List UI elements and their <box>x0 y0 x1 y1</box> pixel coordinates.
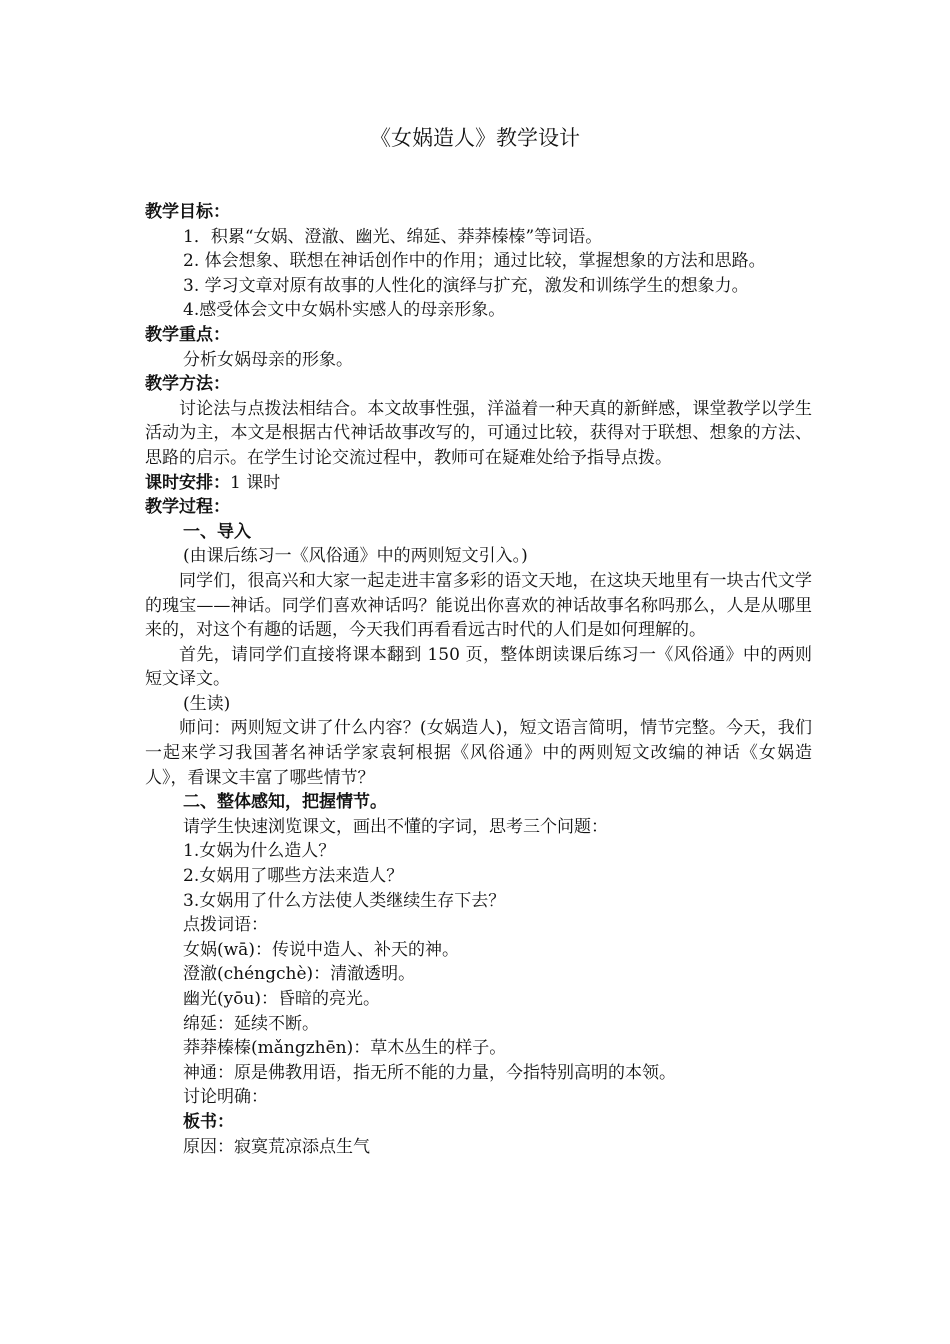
section1-paragraph: 师问：两则短文讲了什么内容？(女娲造人)，短文语言简明，情节完整。今天，我们一起来学习我国著名神话学家袁轲根据《风俗通》中的两则短文改编的神话《女娲造人》，看课文丰富了哪些情节？ <box>145 718 812 788</box>
goals-heading: 教学目标： <box>145 202 230 222</box>
process-heading: 教学过程： <box>145 497 230 518</box>
goal-item: 2. 体会想象、联想在神话创作中的作用；通过比较，掌握想象的方法和思路。 <box>183 251 766 272</box>
document-title: 《女娲造人》教学设计 <box>370 126 580 150</box>
section1-title: 一、导入 <box>183 521 251 542</box>
focus-text: 分析女娲母亲的形象。 <box>183 349 353 370</box>
question-item: 3.女娲用了什么方法使人类继续生存下去？ <box>183 890 506 911</box>
vocab-heading: 点拨词语： <box>183 915 268 936</box>
goal-item: 3. 学习文章对原有故事的人性化的演绎与扩充，激发和训练学生的想象力。 <box>183 275 749 296</box>
schedule-value: 1 课时 <box>230 472 281 493</box>
schedule-heading: 课时安排： <box>145 472 230 493</box>
section2-title: 二、整体感知，把握情节。 <box>183 792 387 813</box>
vocab-item: 幽光(yōu)：昏暗的亮光。 <box>183 989 381 1009</box>
board-line: 原因：寂寞荒凉添点生气 <box>183 1136 370 1157</box>
vocab-item: 莽莽榛榛(mǎngzhēn)：草木丛生的样子。 <box>183 1038 507 1059</box>
vocab-item: 神通：原是佛教用语，指无所不能的力量，今指特别高明的本领。 <box>183 1062 676 1083</box>
method-heading: 教学方法： <box>145 374 230 395</box>
section1-paragraph: 首先，请同学们直接将课本翻到 150 页，整体朗读课后练习一《风俗通》中的两则短文译文。 <box>145 644 812 690</box>
document-body <box>145 200 812 1159</box>
vocab-item: 绵延：延续不断。 <box>183 1013 319 1034</box>
vocab-item: 女娲(wā)：传说中造人、补天的神。 <box>183 939 459 960</box>
method-text: 讨论法与点拨法相结合。本文故事性强，洋溢着一种天真的新鲜感，课堂教学以学生活动为主，本文是根据古代神话故事改写的，可通过比较，获得对于联想、想象的方法、思路的启示。在学生讨论交流过程中，教师可在疑难处给予指导点拨。 <box>145 398 812 468</box>
board-heading: 板书： <box>183 1111 234 1132</box>
section1-note: (由课后练习一《风俗通》中的两则短文引入。) <box>183 546 528 567</box>
vocab-item: 澄澈(chéngchè)：清澈透明。 <box>183 964 416 985</box>
question-item: 1.女娲为什么造人？ <box>183 841 336 862</box>
discuss-label: 讨论明确： <box>183 1087 268 1108</box>
section1-paragraph: 同学们，很高兴和大家一起走进丰富多彩的语文天地，在这块天地里有一块古代文学的瑰宝——神话。同学们喜欢神话吗？能说出你喜欢的神话故事名称吗那么，人是从哪里来的，对这个有趣的话题，今天我们再看看远古时代的人们是如何理解的。 <box>145 570 812 641</box>
question-item: 2.女娲用了哪些方法来造人？ <box>183 866 404 887</box>
section2-intro: 请学生快速浏览课文，画出不懂的字词，思考三个问题： <box>183 816 608 837</box>
goal-item: 4.感受体会文中女娲朴实感人的母亲形象。 <box>183 300 506 321</box>
section1-read: (生读) <box>183 693 231 714</box>
schedule-row <box>145 471 812 496</box>
focus-heading: 教学重点： <box>145 324 230 345</box>
goal-item: 1．积累“女娲、澄澈、幽光、绵延、莽莽榛榛”等词语。 <box>183 226 603 247</box>
